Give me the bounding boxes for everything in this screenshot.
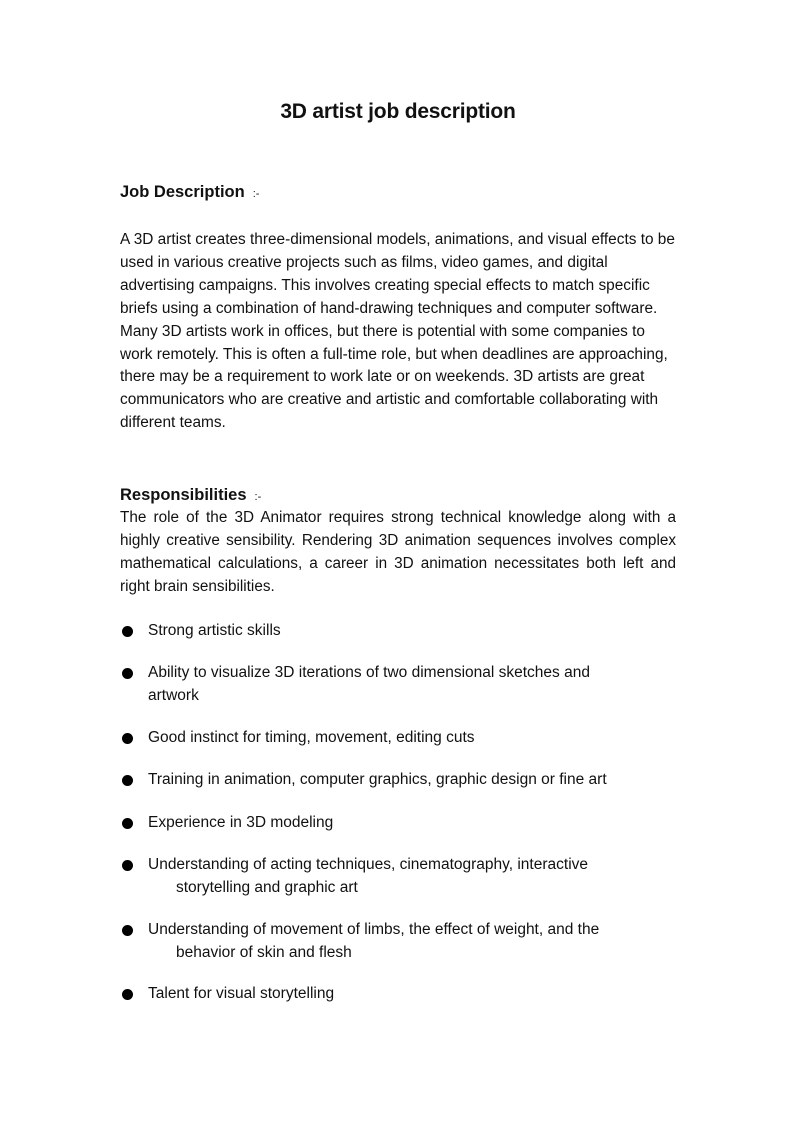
list-item <box>120 919 690 964</box>
list-item-line: artwork <box>148 686 199 704</box>
list-item-line: Ability to visualize 3D iterations of two dimensional sketches and <box>148 664 590 681</box>
list-item-text <box>148 919 693 964</box>
list-item <box>120 854 690 899</box>
job-description-heading-label: Job Description <box>120 183 245 201</box>
job-description-paragraph: A 3D artist creates three-dimensional models, animations, and visual effects to be used in various creative projects such as films, video games, and digital advertising campaigns. This involves creating special effects to match specific briefs using a combination of hand-drawing techniques and computer software. Many 3D artists work in offices, but there is potential with some companies to work remotely. This is often a full-time role, but when deadlines are approaching, there may be a requirement to work late or on weekends. 3D artists are great communicators who are creative and artistic and comfortable collaborating with different teams. <box>120 231 675 432</box>
list-item <box>120 620 690 643</box>
bullet-icon <box>122 989 133 1000</box>
list-item-line: Understanding of acting techniques, cinematography, interactive <box>148 856 589 873</box>
list-item-text <box>148 727 693 750</box>
list-item-line: Good instinct for timing, movement, editing cuts <box>148 729 475 746</box>
responsibilities-heading-label: Responsibilities <box>120 486 247 504</box>
bullet-icon <box>122 626 133 637</box>
list-item-line: storytelling and graphic art <box>176 878 358 896</box>
responsibilities-heading <box>120 484 261 508</box>
list-item-text <box>148 769 693 792</box>
list-item <box>120 727 690 750</box>
bullet-icon <box>122 668 133 679</box>
bullet-icon <box>122 860 133 871</box>
list-item <box>120 812 690 835</box>
bullet-icon <box>122 925 133 936</box>
responsibilities-heading-suffix: :- <box>254 491 262 503</box>
list-item-text <box>148 854 693 899</box>
list-item-line: Training in animation, computer graphics, graphic design or fine art <box>148 771 607 788</box>
document-title: 3D artist job description <box>280 100 516 123</box>
list-item-text <box>148 620 693 643</box>
list-item-line: Talent for visual storytelling <box>148 985 335 1002</box>
list-item <box>120 983 690 1006</box>
job-description-heading <box>120 181 259 205</box>
job-description-heading-suffix: :- <box>252 188 260 200</box>
bullet-icon <box>122 818 133 829</box>
list-item-line: Understanding of movement of limbs, the effect of weight, and the <box>148 921 600 938</box>
bullet-icon <box>122 733 133 744</box>
list-item <box>120 662 690 707</box>
list-item-line: behavior of skin and flesh <box>176 943 352 961</box>
list-item-line: Experience in 3D modeling <box>148 814 334 831</box>
list-item-text <box>148 983 693 1006</box>
bullet-icon <box>122 775 133 786</box>
responsibilities-paragraph: The role of the 3D Animator requires strong technical knowledge along with a highly creative sensibility. Rendering 3D animation sequences involves complex mathematical calculations, a career in 3D animation necessitates both left and right brain sensibilities. <box>120 509 676 595</box>
list-item-text <box>148 662 693 707</box>
list-item <box>120 769 690 792</box>
list-item-line: Strong artistic skills <box>148 622 281 639</box>
list-item-text <box>148 812 693 835</box>
